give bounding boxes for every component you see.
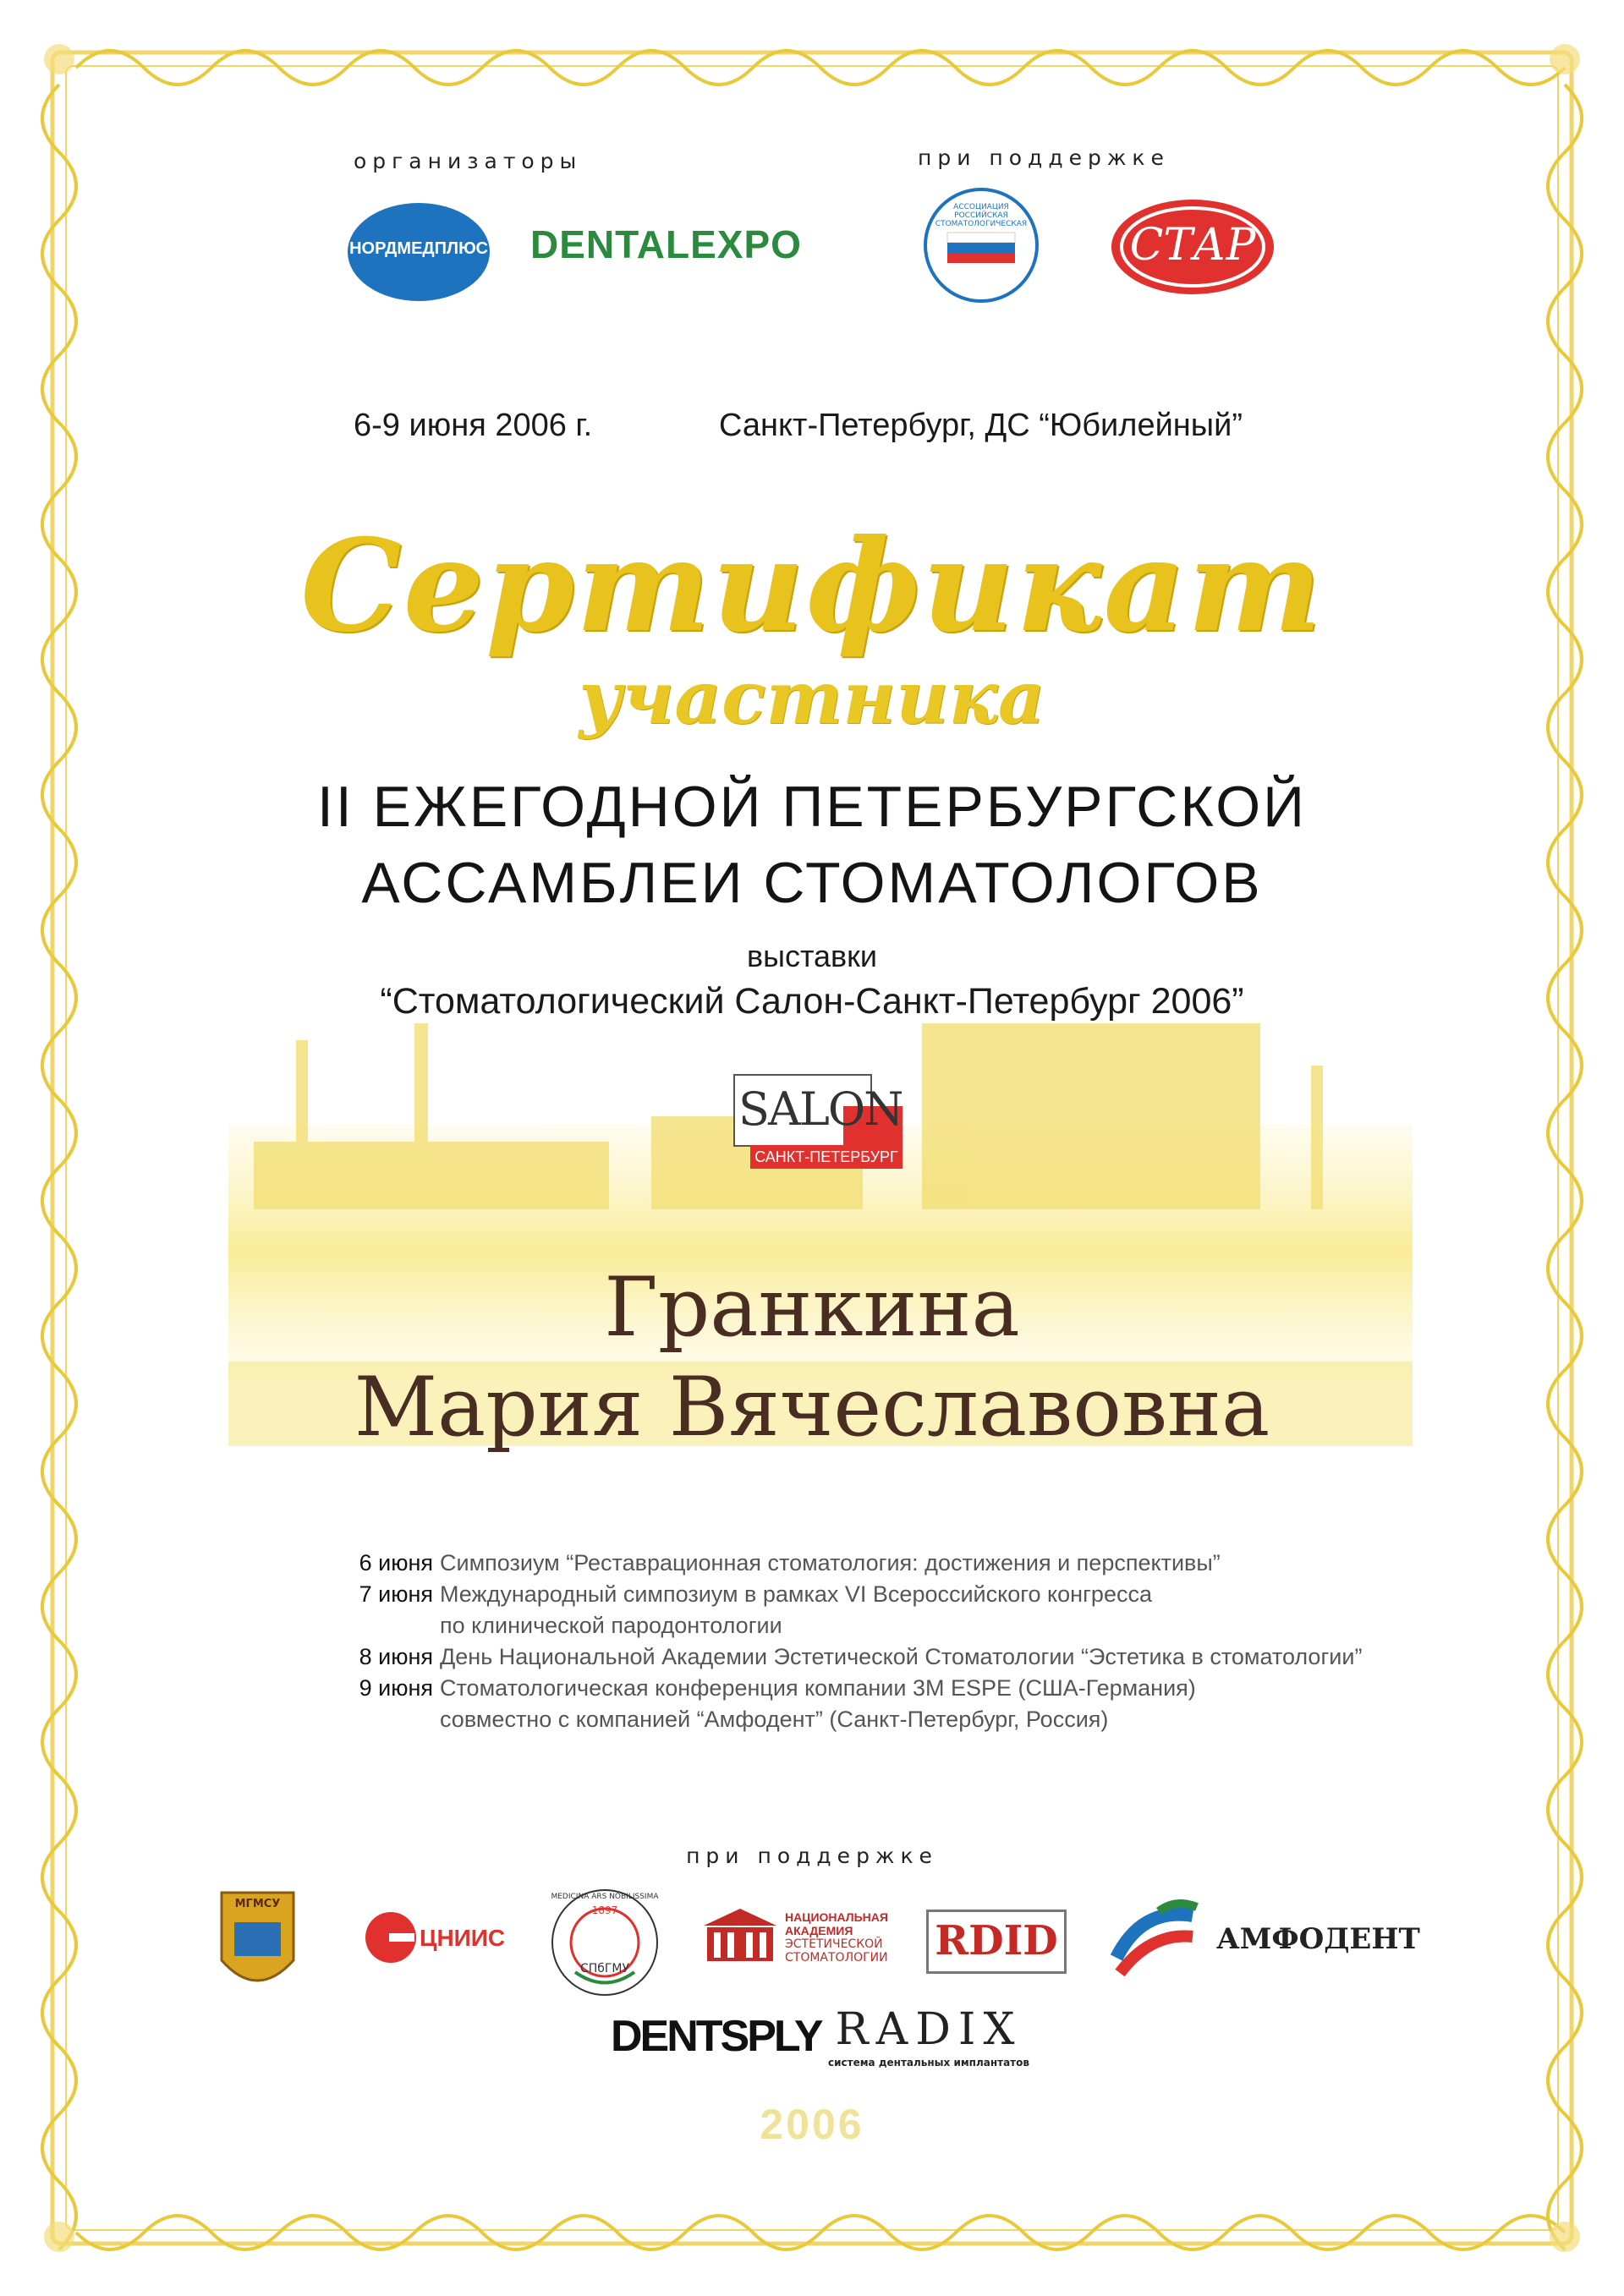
schedule-date: 8 июня xyxy=(359,1644,433,1669)
schedule-row xyxy=(343,1641,1442,1673)
rdid-text: RDID xyxy=(935,1917,1058,1964)
association-text: АССОЦИАЦИЯ РОССИЙСКАЯ СТОМАТОЛОГИЧЕСКАЯ xyxy=(935,203,1028,228)
schedule-date: 7 июня xyxy=(359,1581,433,1607)
amfodent-text: АМФОДЕНТ xyxy=(1216,1922,1420,1956)
radix-text: RADIX xyxy=(835,2004,1023,2055)
event-title-line1: II ЕЖЕГОДНОЙ ПЕТЕРБУРГСКОЙ xyxy=(317,775,1307,839)
nordmed-logo xyxy=(347,201,491,303)
schedule-continuation: совместно с компанией “Амфодент” (Санкт-Петербург, Россия) xyxy=(440,1707,1109,1732)
radix-subtitle: система дентальных имплантатов xyxy=(828,2057,1029,2069)
schedule-date: 9 июня xyxy=(359,1675,433,1701)
schedule-date: 6 июня xyxy=(359,1550,433,1575)
participant-surname: Гранкина xyxy=(604,1260,1020,1355)
radix-logo xyxy=(827,2004,1030,2072)
support-label-top: при поддержке xyxy=(918,145,1170,170)
academy-line2: АКАДЕМИЯ xyxy=(785,1924,853,1937)
support-label-bottom: при поддержке xyxy=(686,1844,938,1868)
star-logo xyxy=(1108,196,1277,298)
mgmsu-logo xyxy=(213,1884,302,2003)
salon-word: SALON xyxy=(738,1082,903,1136)
event-dates: 6-9 июня 2006 г. xyxy=(354,408,593,443)
amfodent-logo xyxy=(1108,1899,1429,1983)
spbgmu-year: 1897 xyxy=(591,1904,618,1916)
schedule-text: Стоматологическая конференция компании 3M ESPE (США-Германия) xyxy=(440,1675,1196,1701)
participant-given-names: Мария Вячеславовна xyxy=(354,1360,1270,1455)
schedule-text: День Национальной Академии Эстетической Стоматологии “Эстетика в стоматологии” xyxy=(440,1644,1363,1669)
schedule-list xyxy=(343,1548,1442,1735)
schedule-text: Международный симпозиум в рамках VI Всероссийского конгресса xyxy=(440,1581,1152,1607)
star-text: СТАР xyxy=(1129,220,1256,271)
certificate-title: Сертификат xyxy=(300,512,1324,660)
footer-year: 2006 xyxy=(760,2101,864,2148)
association-logo xyxy=(922,186,1040,304)
salon-city: САНКТ-ПЕТЕРБУРГ xyxy=(750,1145,903,1169)
nordmed-text: НОРДМЕДПЛЮС xyxy=(349,239,488,258)
schedule-row xyxy=(343,1579,1442,1610)
schedule-text: Симпозиум “Реставрационная стоматология: достижения и перспективы” xyxy=(440,1550,1221,1575)
academy-line4: СТОМАТОЛОГИИ xyxy=(785,1951,888,1964)
schedule-row xyxy=(343,1673,1442,1704)
salon-logo xyxy=(733,1074,903,1169)
rdid-logo xyxy=(926,1910,1067,1974)
academy-line3: ЭСТЕТИЧЕСКОЙ xyxy=(785,1937,883,1951)
dentalexpo-logo: DENTALEXPO xyxy=(530,222,802,266)
spbgmu-text: СПбГМУ xyxy=(579,1962,630,1975)
cniis-logo xyxy=(364,1908,533,1967)
mgmsu-text: МГМСУ xyxy=(234,1898,281,1910)
event-venue: Санкт-Петербург, ДС “Юбилейный” xyxy=(719,408,1243,443)
spbgmu-logo xyxy=(550,1888,660,1997)
schedule-row xyxy=(343,1548,1442,1579)
academy-logo xyxy=(702,1907,905,1966)
exhibition-name: “Стоматологический Салон-Санкт-Петербург 2006” xyxy=(380,981,1244,1022)
event-title-line2: АССАМБЛЕИ СТОМАТОЛОГОВ xyxy=(361,851,1263,915)
certificate-subtitle: участника xyxy=(579,655,1045,741)
organizers-label: организаторы xyxy=(354,149,583,173)
spbgmu-motto: MEDICINA ARS NOBILISSIMA xyxy=(551,1893,659,1901)
cniis-text: ЦНИИС xyxy=(420,1925,506,1951)
schedule-continuation: по клинической пародонтологии xyxy=(440,1613,782,1638)
academy-line1: НАЦИОНАЛЬНАЯ xyxy=(785,1910,888,1924)
dentsply-logo: DENTSPLY xyxy=(611,2012,821,2061)
exhibition-label: выставки xyxy=(746,939,878,973)
